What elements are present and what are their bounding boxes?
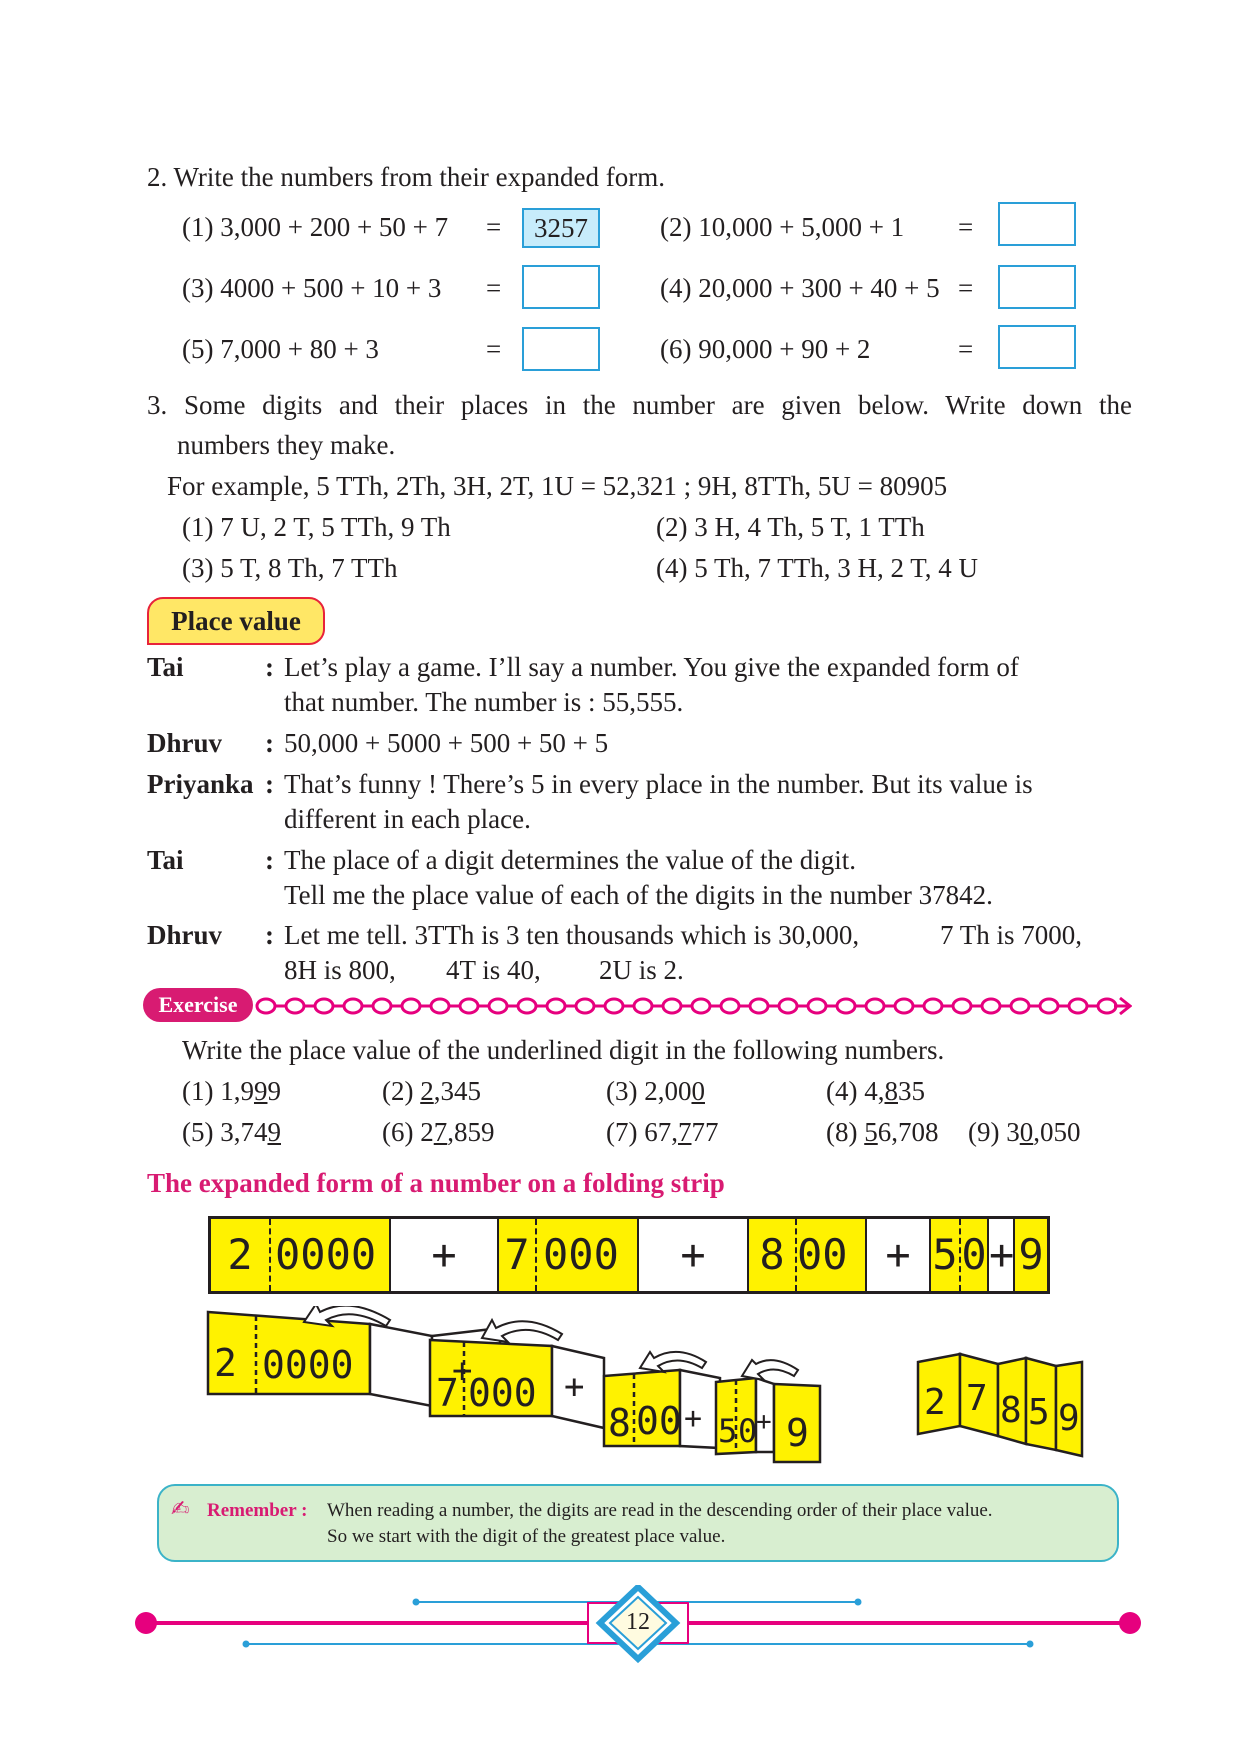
speech-line: 4T is 40,	[446, 955, 541, 985]
exercise-item: (2) 2,345	[382, 1076, 481, 1106]
chain-link	[373, 999, 391, 1013]
strip-digit: 7	[499, 1219, 537, 1291]
exercise-item: (6) 27,859	[382, 1117, 495, 1147]
folded-digit: 2	[214, 1341, 237, 1385]
speech-line: 8H is 800,	[284, 955, 396, 985]
compact-digit: 2	[924, 1382, 946, 1423]
compact-digit: 8	[1000, 1390, 1022, 1431]
q2-item-6-eq: =	[958, 334, 974, 364]
chain-link	[315, 999, 333, 1013]
chain-link	[779, 999, 797, 1013]
chain-link	[953, 999, 971, 1013]
folded-zeros: 00	[636, 1399, 682, 1443]
chain-link	[257, 999, 275, 1013]
exercise-item: (9) 30,050	[968, 1117, 1081, 1147]
folded-plus: +	[564, 1367, 585, 1407]
chain-link	[837, 999, 855, 1013]
chain-link	[489, 999, 507, 1013]
q2-item-5-label: (5) 7,000 + 80 + 3	[182, 334, 379, 364]
speech-line: Let’s play a game. I’ll say a number. You give the expanded form of	[284, 652, 1019, 682]
folded-plus: +	[684, 1401, 703, 1436]
chain-link	[924, 999, 942, 1013]
speaker-name: Tai	[147, 845, 184, 875]
exercise-item: (1) 1,999	[182, 1076, 281, 1106]
chain-link	[663, 999, 681, 1013]
folding-heading: The expanded form of a number on a folding strip	[147, 1168, 725, 1198]
speech-line: Tell me the place value of each of the digits in the number 37842.	[284, 880, 993, 910]
q3-line1: 3. Some digits and their places in the number are given below. Write down the	[147, 390, 1132, 420]
strip-digit: 8	[749, 1219, 797, 1291]
strip-digit: 5	[931, 1219, 961, 1291]
strip-digit: 2	[211, 1219, 271, 1291]
strip-zeros: 0	[961, 1219, 989, 1291]
remember-label: Remember :	[207, 1500, 308, 1521]
compact-digit: 7	[966, 1378, 988, 1419]
page-number: 12	[626, 1609, 650, 1635]
speech-line: The place of a digit determines the value of the digit.	[284, 845, 857, 875]
chain-link	[518, 999, 536, 1013]
chain-link	[982, 999, 1000, 1013]
strip-zeros: 000	[537, 1219, 639, 1291]
chain-link	[1098, 999, 1116, 1013]
folded-zeros: 0000	[262, 1343, 354, 1387]
chain-link	[605, 999, 623, 1013]
pencil-hand-icon: ✍	[171, 1497, 190, 1522]
speech-line: that number. The number is : 55,555.	[284, 687, 684, 717]
speaker-name: Tai	[147, 652, 184, 682]
speech-line: 2U is 2.	[599, 955, 684, 985]
chain-divider	[252, 994, 1132, 1018]
q3-line2: numbers they make.	[177, 430, 396, 460]
speaker-name: Dhruv	[147, 728, 223, 758]
folded-strip-illustration	[200, 1306, 1120, 1486]
speaker-colon: :	[265, 728, 274, 758]
q2-item-6-label: (6) 90,000 + 90 + 2	[660, 334, 871, 364]
q2-answer-6[interactable]	[998, 325, 1076, 369]
exercise-instruction: Write the place value of the underlined digit in the following numbers.	[182, 1035, 945, 1065]
chain-link	[460, 999, 478, 1013]
q2-item-1-eq: =	[486, 212, 502, 242]
chain-link	[547, 999, 565, 1013]
speech-line: Let me tell. 3TTh is 3 ten thousands which is 30,000,	[284, 920, 860, 950]
chain-link	[576, 999, 594, 1013]
q2-answer-4[interactable]	[998, 265, 1076, 309]
folded-digit: 8	[608, 1401, 631, 1445]
q3-item-1: (1) 7 U, 2 T, 5 TTh, 9 Th	[182, 512, 451, 542]
chain-link	[692, 999, 710, 1013]
q2-answer-2[interactable]	[998, 202, 1076, 246]
speaker-name: Dhruv	[147, 920, 223, 950]
strip-digit: 9	[1015, 1219, 1047, 1291]
q3-example: For example, 5 TTh, 2Th, 3H, 2T, 1U = 52,321 ; 9H, 8TTh, 5U = 80905	[167, 471, 948, 501]
chain-link	[1040, 999, 1058, 1013]
q2-item-2-label: (2) 10,000 + 5,000 + 1	[660, 212, 905, 242]
chain-link	[286, 999, 304, 1013]
speech-line: 7 Th is 7000,	[940, 920, 1083, 950]
speaker-colon: :	[265, 652, 274, 682]
chain-link	[866, 999, 884, 1013]
chain-link	[402, 999, 420, 1013]
remember-line-1: When reading a number, the digits are read in the descending order of their place value.	[327, 1500, 993, 1521]
chain-link	[721, 999, 739, 1013]
speaker-colon: :	[265, 769, 274, 799]
speaker-colon: :	[265, 920, 274, 950]
q3-item-3: (3) 5 T, 8 Th, 7 TTh	[182, 553, 398, 583]
exercise-item: (7) 67,777	[606, 1117, 719, 1147]
chain-link	[750, 999, 768, 1013]
strip-zeros: 0000	[271, 1219, 391, 1291]
speech-line: different in each place.	[284, 804, 531, 834]
q2-answer-1[interactable]: 3257	[522, 208, 600, 248]
q3-item-2: (2) 3 H, 4 Th, 5 T, 1 TTh	[656, 512, 925, 542]
folded-digit: 5	[718, 1412, 738, 1450]
q2-item-3-eq: =	[486, 273, 502, 303]
q3-item-4: (4) 5 Th, 7 TTh, 3 H, 2 T, 4 U	[656, 553, 978, 583]
folded-zeros: 0	[738, 1412, 758, 1450]
remember-box	[157, 1484, 1119, 1562]
exercise-item: (3) 2,000	[606, 1076, 705, 1106]
speech-line: That’s funny ! There’s 5 in every place in the number. But its value is	[284, 769, 1033, 799]
chain-link	[895, 999, 913, 1013]
q2-item-4-eq: =	[958, 273, 974, 303]
expanded-strip	[208, 1216, 1050, 1294]
folded-plus: +	[756, 1407, 772, 1437]
folded-digit: 9	[786, 1411, 809, 1455]
exercise-item: (4) 4,835	[826, 1076, 925, 1106]
exercise-item: (8) 56,708	[826, 1117, 939, 1147]
q2-item-1-label: (1) 3,000 + 200 + 50 + 7	[182, 212, 449, 242]
q2-item-5-eq: =	[486, 334, 502, 364]
speaker-colon: :	[265, 845, 274, 875]
exercise-tag: Exercise	[143, 988, 253, 1022]
chain-link	[344, 999, 362, 1013]
folded-digit: 7	[436, 1371, 459, 1415]
strip-plus: +	[867, 1219, 931, 1291]
chain-link	[431, 999, 449, 1013]
speaker-name: Priyanka	[147, 769, 254, 799]
strip-plus: +	[989, 1219, 1015, 1291]
folded-zeros: 000	[468, 1371, 537, 1415]
folded-plus: +	[452, 1351, 473, 1391]
place-value-heading: Place value	[147, 597, 325, 645]
q2-title: 2. Write the numbers from their expanded form.	[147, 162, 666, 192]
compact-digit: 9	[1058, 1398, 1080, 1439]
compact-digit: 5	[1028, 1392, 1050, 1433]
q2-item-3-label: (3) 4000 + 500 + 10 + 3	[182, 273, 442, 303]
remember-line-2: So we start with the digit of the greatest place value.	[327, 1526, 726, 1547]
q2-item-4-label: (4) 20,000 + 300 + 40 + 5	[660, 273, 940, 303]
strip-plus: +	[639, 1219, 749, 1291]
chain-link	[1069, 999, 1087, 1013]
chain-link	[634, 999, 652, 1013]
strip-plus: +	[391, 1219, 499, 1291]
q2-answer-5[interactable]	[522, 327, 600, 371]
chain-link	[808, 999, 826, 1013]
q2-answer-3[interactable]	[522, 265, 600, 309]
exercise-item: (5) 3,749	[182, 1117, 281, 1147]
speech-line: 50,000 + 5000 + 500 + 50 + 5	[284, 728, 609, 758]
strip-zeros: 00	[797, 1219, 867, 1291]
q2-item-2-eq: =	[958, 212, 974, 242]
chain-link	[1011, 999, 1029, 1013]
